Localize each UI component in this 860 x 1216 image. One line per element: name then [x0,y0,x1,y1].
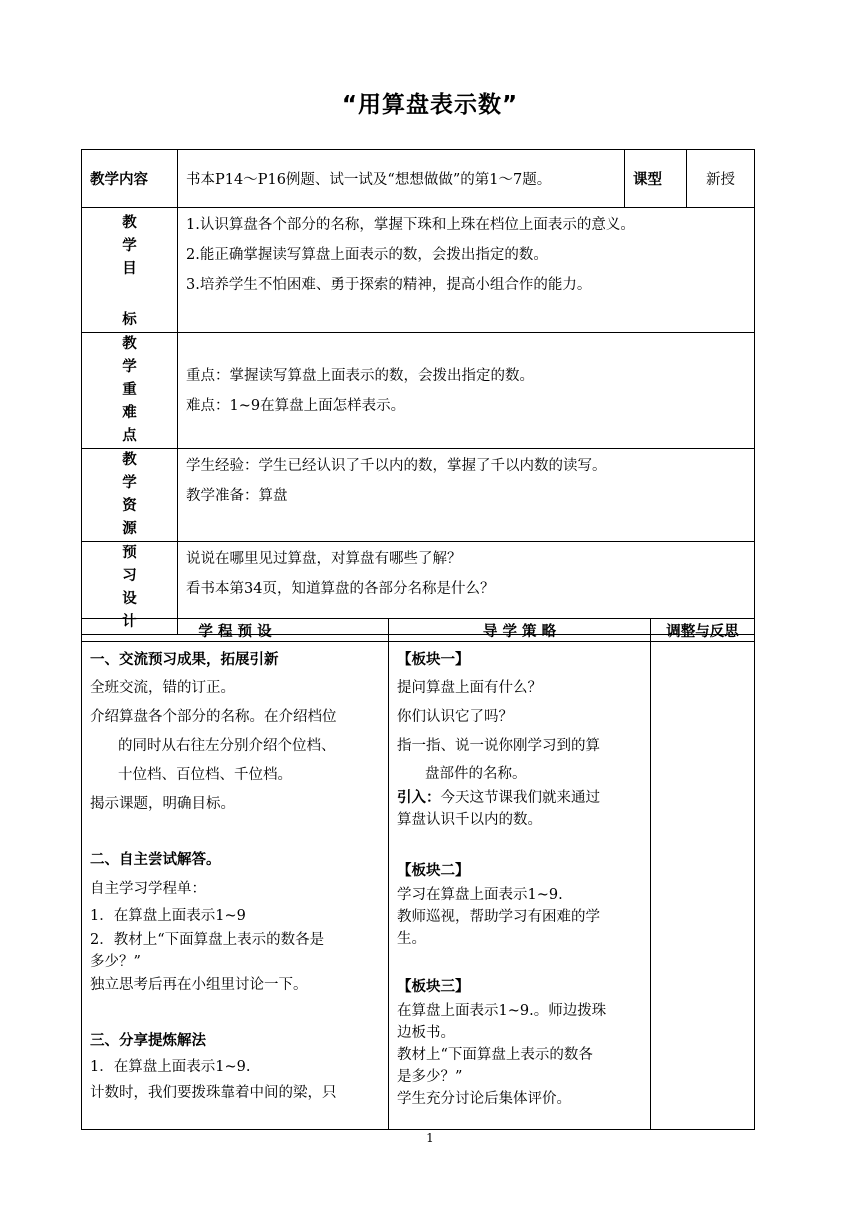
resources-row [82,449,755,542]
lesson-info-table [81,149,755,635]
paragraph: 教材上“下面算盘上表示的数各 [397,1047,593,1063]
resource-item: 教学准备：算盘 [186,488,288,504]
section-title: 二、自主尝试解答。 [90,852,221,868]
preview-label: 预 习 设 计 [82,542,178,635]
block-title: 【板块二】 [397,863,470,879]
paragraph: 的同时从右往左分别介绍个位档、 [118,738,336,754]
preview-item: 看书本第34页，知道算盘的各部分名称是什么？ [186,581,495,597]
resource-item: 学生经验：学生已经认识了千以内的数，掌握了千以内数的读写。 [186,458,607,474]
goal-item: 3.培养学生不怕困难、勇于探索的精神，提高小组合作的能力。 [186,277,592,293]
guidance-strategy-column [389,642,651,1130]
content-value: 书本P14～P16例题、试一试及“想想做做”的第1～7题。 [178,150,625,208]
paragraph: 自主学习学程单： [90,881,206,897]
paragraph: 1．在算盘上面表示1~9 [90,908,246,924]
plan-body-row [82,642,755,1130]
block-title: 【板块三】 [397,979,470,995]
goals-row [82,208,755,333]
goal-item: 1.认识算盘各个部分的名称，掌握下珠和上珠在档位上面表示的意义。 [186,217,635,233]
goals-label: 教 学 目 标 [82,208,178,333]
paragraph: 1．在算盘上面表示1~9. [90,1059,251,1075]
keypoints-list [178,333,755,449]
preview-item: 说说在哪里见过算盘，对算盘有哪些了解？ [186,551,462,567]
paragraph: 多少？” [90,954,141,970]
paragraph: 全班交流，错的订正。 [90,680,235,696]
type-value: 新授 [687,150,755,208]
paragraph: 计数时，我们要拨珠靠着中间的梁，只 [90,1085,337,1101]
paragraph: 在算盘上面表示1~9.。师边拨珠 [397,1003,607,1019]
keypoint-item: 重点：掌握读写算盘上面表示的数，会拨出指定的数。 [186,367,534,384]
keypoints-label: 教 学 重 难 点 [82,333,178,449]
page-title: “用算盘表示数” [341,92,519,118]
paragraph: 学习在算盘上面表示1~9. [397,887,563,903]
keypoints-row [82,333,755,449]
paragraph: 揭示课题，明确目标。 [90,796,235,812]
paragraph: 是多少？” [397,1069,463,1085]
paragraph: 指一指、说一说你刚学习到的算 [397,738,600,754]
paragraph: 生。 [397,931,426,947]
paragraph: 十位档、百位档、千位档。 [118,767,292,783]
paragraph: 边板书。 [397,1025,455,1041]
paragraph: 盘部件的名称。 [425,766,527,782]
paragraph: 教师巡视，帮助学习有困难的学 [397,909,600,925]
type-label: 课型 [625,150,687,208]
paragraph: 算盘认识千以内的数。 [397,812,542,828]
content-label: 教学内容 [82,150,178,208]
paragraph: 提问算盘上面有什么？ [397,680,542,696]
paragraph: 学生充分讨论后集体评价。 [397,1091,571,1107]
section-title: 三、分享提炼解法 [90,1033,206,1049]
header-reflection: 调整与反思 [651,619,755,642]
paragraph: 独立思考后再在小组里讨论一下。 [90,977,308,993]
header-guidance-strategy: 导 学 策 略 [389,619,651,642]
section-title: 一、交流预习成果，拓展引新 [90,652,279,668]
paragraph: 介绍算盘各个部分的名称。在介绍档位 [90,709,337,725]
page-number: 1 [426,1131,434,1145]
learning-preset-column [82,642,389,1130]
resources-list [178,449,755,542]
lesson-plan-table [81,618,755,1130]
goals-list [178,208,755,333]
goal-item: 2.能正确掌握读写算盘上面表示的数，会拨出指定的数。 [186,247,548,263]
paragraph: 你们认识它了吗？ [397,709,513,725]
content-row [82,150,755,208]
header-learning-preset: 学 程 预 设 [82,619,389,642]
paragraph: 引入：今天这节课我们就来通过 [397,790,600,806]
paragraph: 2．教材上“下面算盘上表示的数各是 [90,932,325,948]
keypoint-item: 难点：1~9在算盘上面怎样表示。 [186,397,406,414]
resources-label: 教 学 资 源 [82,449,178,542]
plan-header-row [82,619,755,642]
intro-label: 引入： [397,790,441,806]
block-title: 【板块一】 [397,652,470,668]
reflection-column [651,642,755,1130]
